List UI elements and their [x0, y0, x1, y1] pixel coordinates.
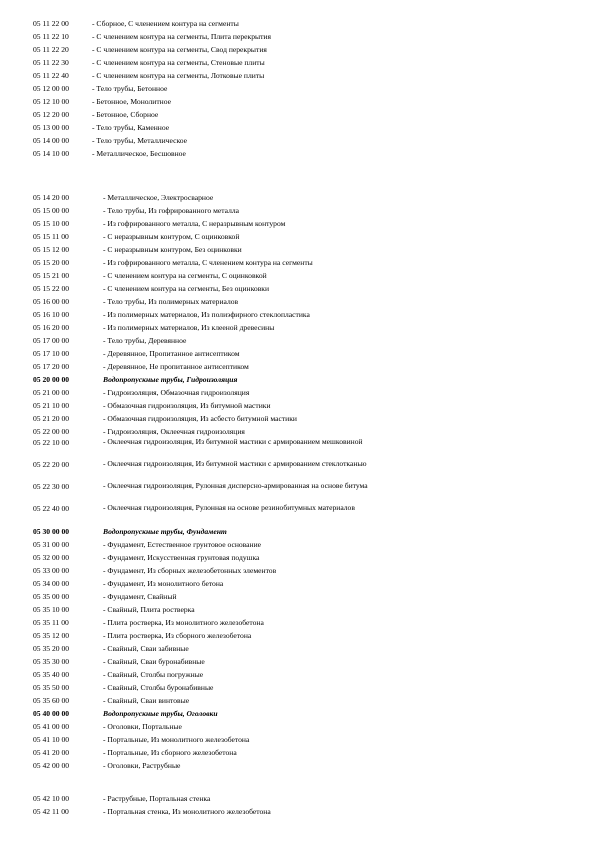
- item-text: - Гидроизоляция, Оклеечная гидроизоляция: [103, 427, 245, 436]
- item-code: 05 15 11 00: [33, 232, 69, 241]
- item-code: 05 15 10 00: [33, 219, 70, 228]
- item-text: - С членением контура на сегменты, Без оцинковки: [103, 284, 270, 293]
- item-text: - Деревянное, Пропитанное антисептиком: [103, 349, 240, 358]
- item-text: - Сборное, С членением контура на сегменты: [92, 19, 239, 28]
- item-code: 05 12 20 00: [33, 110, 70, 119]
- item-text: - Оголовки, Портальные: [103, 722, 182, 731]
- item-text: - Плита ростверка, Из монолитного железобетона: [103, 618, 264, 627]
- item-text: - Свайный, Сваи винтовые: [103, 696, 190, 705]
- item-code: 05 31 00 00: [33, 540, 70, 549]
- item-code: 05 16 20 00: [33, 323, 70, 332]
- item-code: 05 15 00 00: [33, 206, 70, 215]
- item-text: - Раструбные, Портальная стенка: [103, 794, 211, 803]
- item-code: 05 35 60 00: [33, 696, 70, 705]
- item-text: - Тело трубы, Металлическое: [92, 136, 188, 145]
- item-code: 05 14 10 00: [33, 149, 70, 158]
- item-code: 05 15 12 00: [33, 245, 70, 254]
- item-code: 05 17 20 00: [33, 362, 70, 371]
- item-text: - Плита ростверка, Из сборного железобетона: [103, 631, 252, 640]
- item-code: 05 11 22 20: [33, 45, 69, 54]
- item-code: 05 35 12 00: [33, 631, 70, 640]
- item-code: 05 17 00 00: [33, 336, 70, 345]
- item-text: - Из гофрированного металла, С неразрывным контуром: [103, 219, 286, 228]
- item-text: - С членением контура на сегменты, Лотковые плиты: [92, 71, 265, 80]
- item-code: 05 35 30 00: [33, 657, 70, 666]
- item-text: - Свайный, Сваи забивные: [103, 644, 189, 653]
- item-text: - Свайный, Столбы погружные: [103, 670, 204, 679]
- item-code: 05 34 00 00: [33, 579, 70, 588]
- item-code: 05 33 00 00: [33, 566, 70, 575]
- item-text: - Металлическое, Бесшовное: [92, 149, 186, 158]
- item-code: 05 35 00 00: [33, 592, 70, 601]
- item-code: 05 21 00 00: [33, 388, 70, 397]
- item-text: - Свайный, Столбы буронабивные: [103, 683, 214, 692]
- item-code: 05 32 00 00: [33, 553, 70, 562]
- item-text: - Свайный, Плита ростверка: [103, 605, 195, 614]
- item-code: 05 35 11 00: [33, 618, 69, 627]
- item-text: - Бетонное, Сборное: [92, 110, 159, 119]
- item-code: 05 20 00 00: [33, 375, 70, 384]
- item-text: - Оклеечная гидроизоляция, Из битумной мастики с армированием стеклотканью: [103, 459, 367, 468]
- item-code: 05 11 22 40: [33, 71, 69, 80]
- item-code: 05 42 11 00: [33, 807, 69, 816]
- item-code: 05 41 10 00: [33, 735, 70, 744]
- item-code: 05 41 20 00: [33, 748, 70, 757]
- item-text: - Бетонное, Монолитное: [92, 97, 171, 106]
- item-code: 05 15 21 00: [33, 271, 70, 280]
- item-text: - Фундамент, Из сборных железобетонных элементов: [103, 566, 277, 575]
- item-code: 05 30 00 00: [33, 527, 70, 536]
- item-code: 05 35 50 00: [33, 683, 70, 692]
- item-code: 05 22 40 00: [33, 504, 70, 513]
- item-text: - Тело трубы, Из полимерных материалов: [103, 297, 239, 306]
- item-text: - Тело трубы, Из гофрированного металла: [103, 206, 240, 215]
- item-code: 05 22 00 00: [33, 427, 70, 436]
- item-code: 05 12 00 00: [33, 84, 70, 93]
- item-text: - Обмазочная гидроизоляция, Из битумной мастики: [103, 401, 271, 410]
- item-code: 05 11 22 10: [33, 32, 69, 41]
- item-text: - Оклеечная гидроизоляция, Рулонная дисперсно-армированная на основе битума: [103, 481, 368, 490]
- item-text: - Оклеечная гидроизоляция, Из битумной мастики с армированием мешковиной: [103, 437, 363, 446]
- item-code: 05 41 00 00: [33, 722, 70, 731]
- item-code: 05 16 00 00: [33, 297, 70, 306]
- item-code: 05 21 20 00: [33, 414, 70, 423]
- item-text: - С членением контура на сегменты, Плита перекрытия: [92, 32, 271, 41]
- item-text: Водопропускные трубы, Оголовки: [103, 709, 218, 718]
- item-text: Водопропускные трубы, Гидроизоляция: [103, 375, 238, 384]
- item-text: - Деревянное, Не пропитанное антисептиком: [103, 362, 249, 371]
- item-code: 05 15 20 00: [33, 258, 70, 267]
- item-code: 05 40 00 00: [33, 709, 70, 718]
- item-text: - Из гофрированного металла, С членением контура на сегменты: [103, 258, 313, 267]
- item-text: - Фундамент, Свайный: [103, 592, 177, 601]
- item-text: - Фундамент, Искусственная грунтовая подушка: [103, 553, 260, 562]
- item-text: - Тело трубы, Бетонное: [92, 84, 168, 93]
- item-code: 05 16 10 00: [33, 310, 70, 319]
- item-text: - Портальные, Из сборного железобетона: [103, 748, 237, 757]
- item-code: 05 11 22 00: [33, 19, 69, 28]
- item-code: 05 11 22 30: [33, 58, 69, 67]
- item-text: - Фундамент, Естественное грунтовое основание: [103, 540, 262, 549]
- item-text: - С членением контура на сегменты, С оцинковкой: [103, 271, 267, 280]
- item-text: - Фундамент, Из монолитного бетона: [103, 579, 224, 588]
- item-code: 05 17 10 00: [33, 349, 70, 358]
- item-text: - Из полимерных материалов, Из полиэфирного стеклопластика: [103, 310, 310, 319]
- item-code: 05 14 00 00: [33, 136, 70, 145]
- item-code: 05 22 10 00: [33, 438, 70, 447]
- item-text: - С членением контура на сегменты, Свод перекрытия: [92, 45, 267, 54]
- item-text: - Обмазочная гидроизоляция, Из асбесто битумной мастики: [103, 414, 297, 423]
- item-code: 05 35 10 00: [33, 605, 70, 614]
- item-code: 05 35 40 00: [33, 670, 70, 679]
- item-text: - С неразрывным контуром, Без оцинковки: [103, 245, 242, 254]
- item-code: 05 13 00 00: [33, 123, 70, 132]
- item-code: 05 35 20 00: [33, 644, 70, 653]
- item-text: - С членением контура на сегменты, Стеновые плиты: [92, 58, 265, 67]
- item-code: 05 21 10 00: [33, 401, 70, 410]
- item-code: 05 12 10 00: [33, 97, 70, 106]
- item-code: 05 42 00 00: [33, 761, 70, 770]
- item-text: Водопропускные трубы, Фундамент: [103, 527, 227, 536]
- item-code: 05 22 20 00: [33, 460, 70, 469]
- item-text: - Оголовки, Раструбные: [103, 761, 181, 770]
- item-code: 05 15 22 00: [33, 284, 70, 293]
- item-code: 05 14 20 00: [33, 193, 70, 202]
- item-text: - Из полимерных материалов, Из клееной древесины: [103, 323, 275, 332]
- item-text: - Оклеечная гидроизоляция, Рулонная на основе резинобитумных материалов: [103, 503, 355, 512]
- item-code: 05 22 30 00: [33, 482, 70, 491]
- item-text: - Металлическое, Электросварное: [103, 193, 214, 202]
- item-text: - Тело трубы, Каменное: [92, 123, 170, 132]
- item-code: 05 42 10 00: [33, 794, 70, 803]
- item-text: - Портальная стенка, Из монолитного железобетона: [103, 807, 271, 816]
- item-text: - Портальные, Из монолитного железобетона: [103, 735, 250, 744]
- item-text: - Гидроизоляция, Обмазочная гидроизоляция: [103, 388, 250, 397]
- item-text: - С неразрывным контуром, С оцинковкой: [103, 232, 240, 241]
- item-text: - Свайный, Сваи буронабивные: [103, 657, 205, 666]
- item-text: - Тело трубы, Деревянное: [103, 336, 187, 345]
